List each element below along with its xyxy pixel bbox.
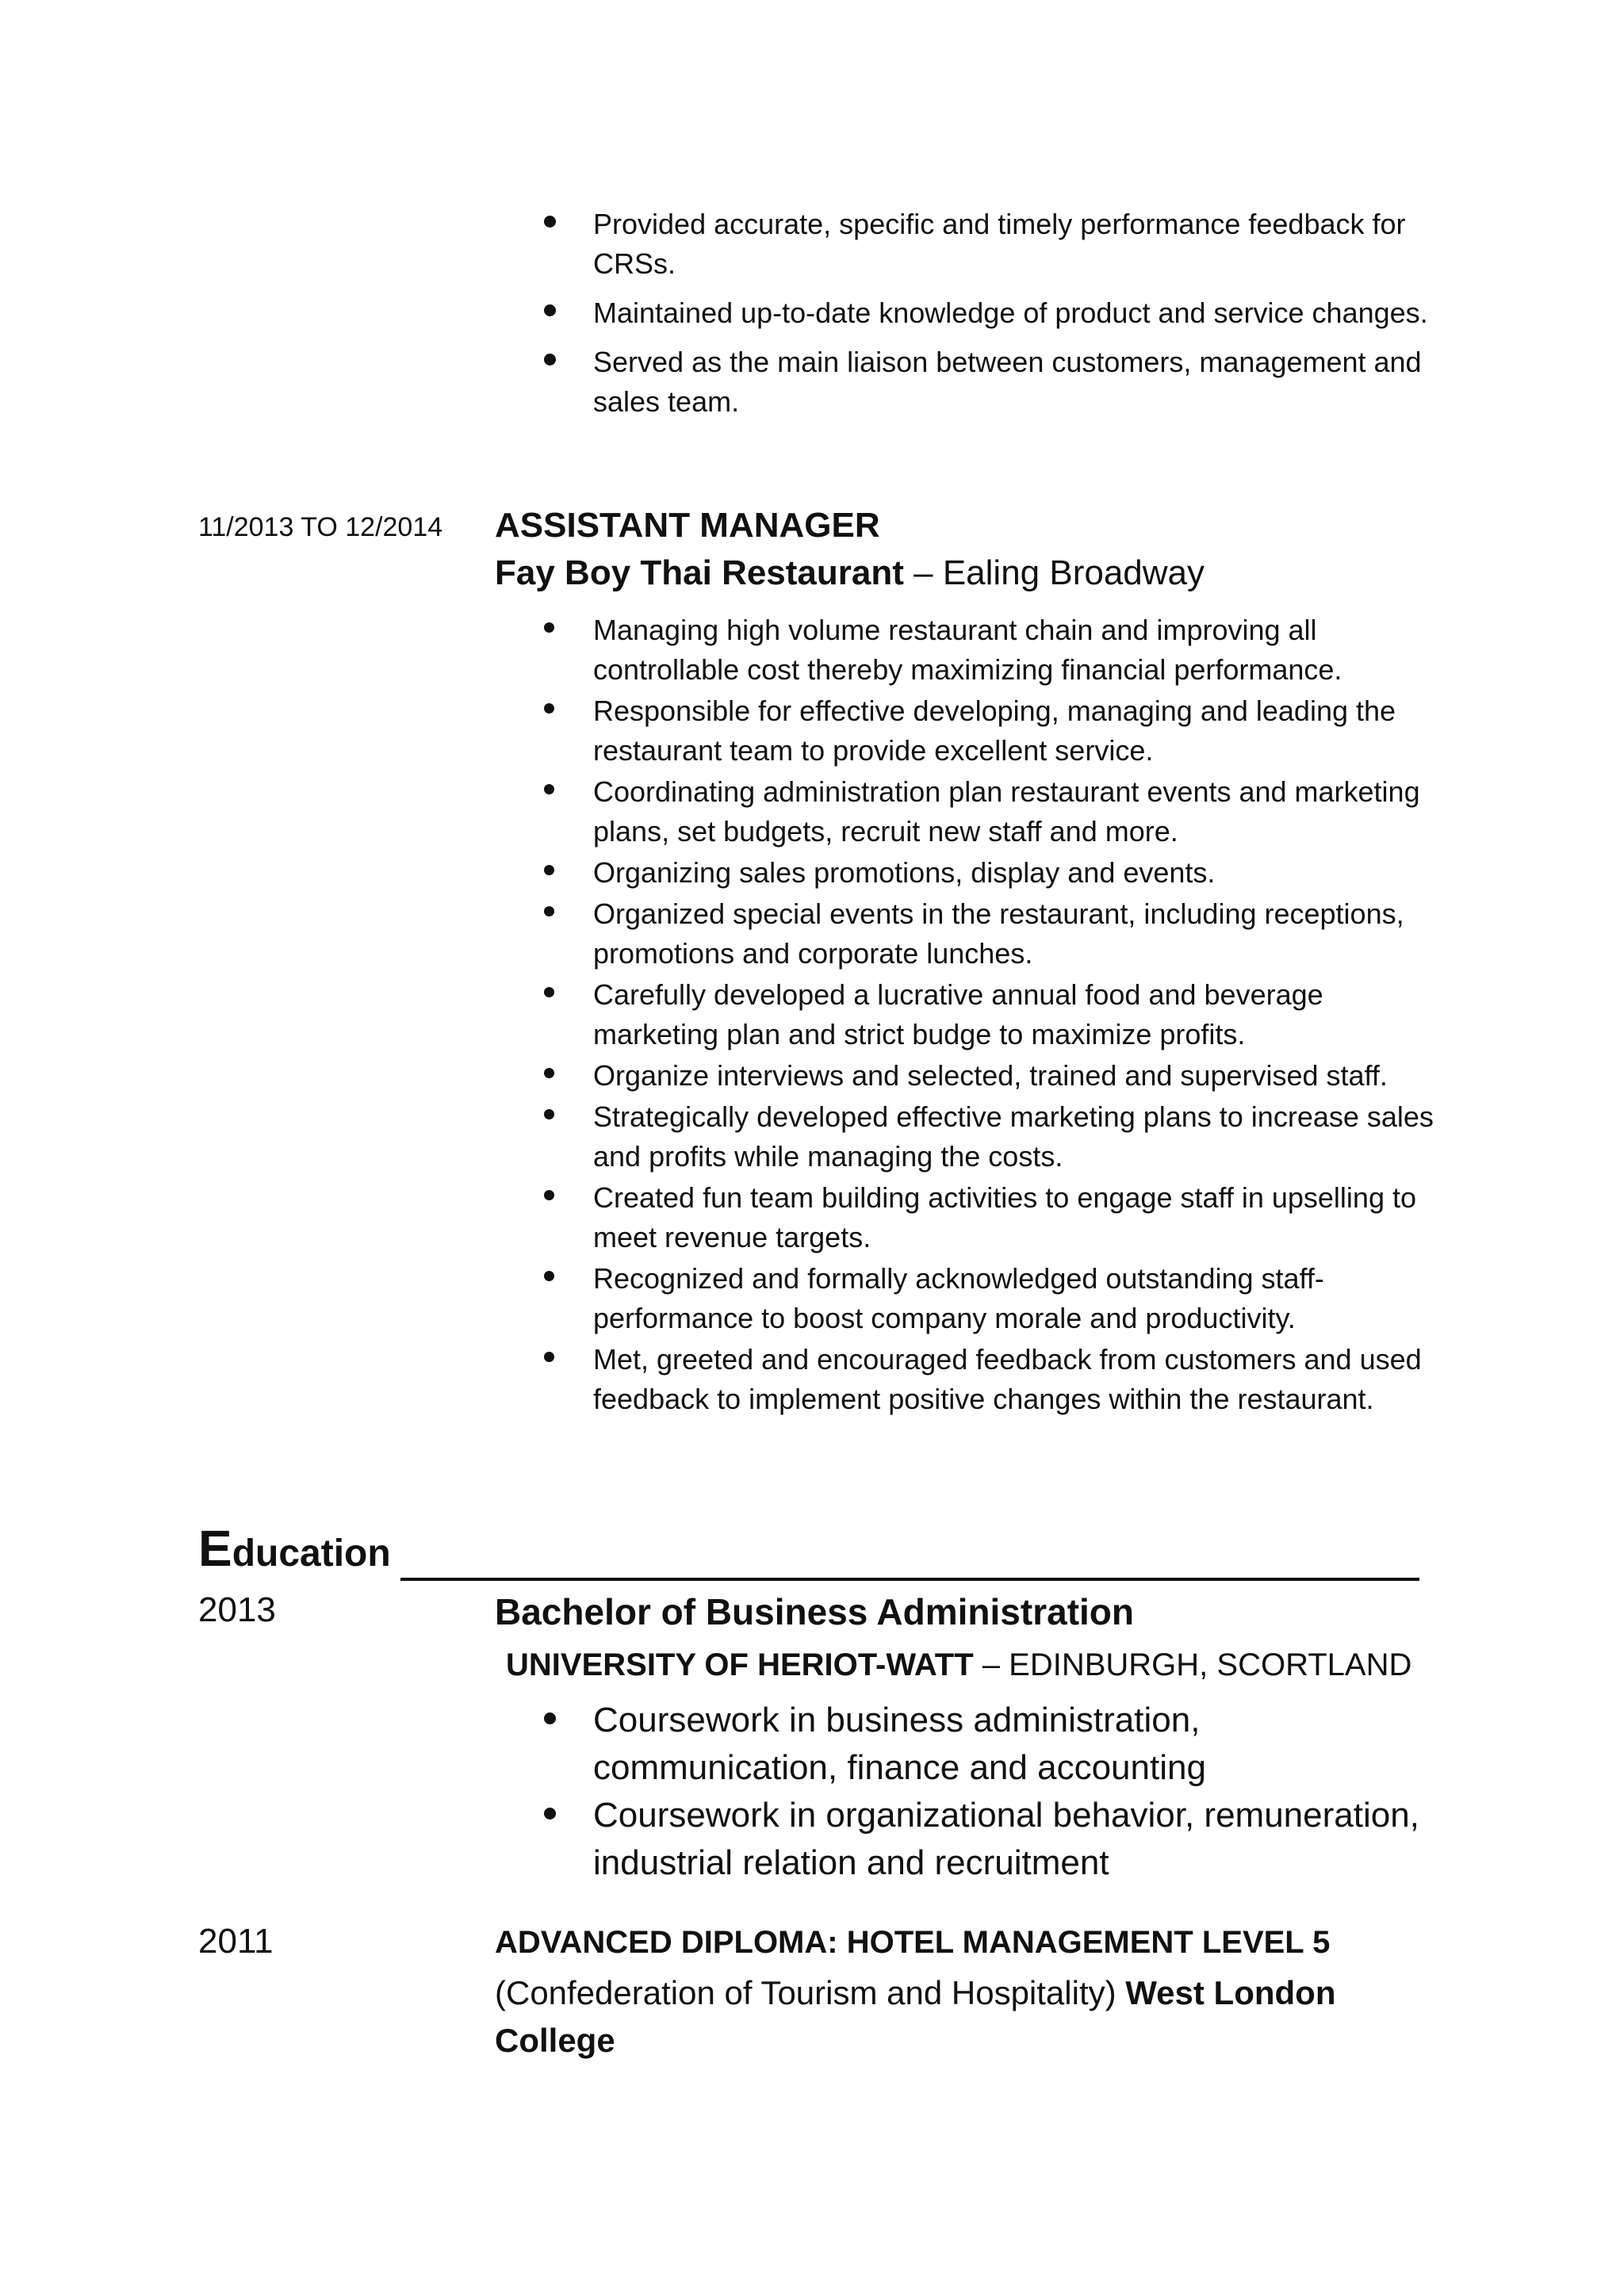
list-item: Recognized and formally acknowledged outstanding staff-performance to boost company morale and productivity. — [493, 1259, 1445, 1338]
list-item: Coursework in organizational behavior, remuneration, industrial relation and recruitment — [493, 1792, 1445, 1887]
list-item: Coordinating administration plan restaurant events and marketing plans, set budgets, recruit new staff and more. — [493, 772, 1445, 851]
school-name: UNIVERSITY OF HERIOT-WATT — [506, 1647, 974, 1682]
list-item: Coursework in business administration, communication, finance and accounting — [493, 1697, 1445, 1792]
job-dates: 11/2013 TO 12/2014 — [198, 512, 443, 542]
employer-location: Ealing Broadway — [942, 553, 1205, 592]
education-year: 2011 — [198, 1922, 274, 1961]
school-line — [506, 1647, 1411, 1683]
job-bullets — [493, 610, 1445, 1421]
education-heading-text: ducation — [232, 1533, 391, 1575]
school-separator: – — [973, 1647, 1009, 1682]
employer-separator: – — [903, 553, 943, 592]
list-item: Strategically developed effective marketing plans to increase sales and profits while managing the costs. — [493, 1097, 1445, 1177]
list-item: Served as the main liaison between customers, management and sales team. — [493, 342, 1445, 422]
diploma-detail — [495, 1969, 1446, 2064]
degree-title: Bachelor of Business Administration — [495, 1591, 1134, 1632]
diploma-detail-text: (Confederation of Tourism and Hospitality) — [495, 1974, 1126, 2011]
job-employer-line — [495, 553, 1205, 593]
coursework-bullets — [493, 1697, 1445, 1887]
diploma-title: ADVANCED DIPLOMA: HOTEL MANAGEMENT LEVEL 5 — [495, 1925, 1331, 1960]
list-item: Organized special events in the restaurant, including receptions, promotions and corporate lunches. — [493, 894, 1445, 974]
list-item: Managing high volume restaurant chain and improving all controllable cost thereby maximizing financial performance. — [493, 610, 1445, 690]
list-item: Carefully developed a lucrative annual food and beverage marketing plan and strict budge to maximize profits. — [493, 975, 1445, 1054]
list-item: Maintained up-to-date knowledge of product and service changes. — [493, 293, 1445, 333]
employer-name: Fay Boy Thai Restaurant — [495, 553, 904, 592]
previous-role-bullets — [493, 205, 1445, 431]
list-item: Organizing sales promotions, display and events. — [493, 853, 1445, 893]
list-item: Organize interviews and selected, trained and supervised staff. — [493, 1056, 1445, 1096]
education-heading-rule — [400, 1578, 1419, 1581]
education-heading — [198, 1519, 391, 1578]
list-item: Provided accurate, specific and timely performance feedback for CRSs. — [493, 205, 1445, 284]
list-item: Met, greeted and encouraged feedback from customers and used feedback to implement positive changes within the restaurant. — [493, 1340, 1445, 1419]
education-heading-initial: E — [198, 1520, 232, 1577]
diploma-school: West London College — [495, 1974, 1336, 2059]
school-location: EDINBURGH, SCORTLAND — [1009, 1647, 1412, 1682]
education-year: 2013 — [198, 1590, 276, 1629]
list-item: Created fun team building activities to engage staff in upselling to meet revenue targets. — [493, 1178, 1445, 1257]
job-title: ASSISTANT MANAGER — [495, 506, 880, 545]
list-item: Responsible for effective developing, managing and leading the restaurant team to provide excellent service. — [493, 691, 1445, 771]
